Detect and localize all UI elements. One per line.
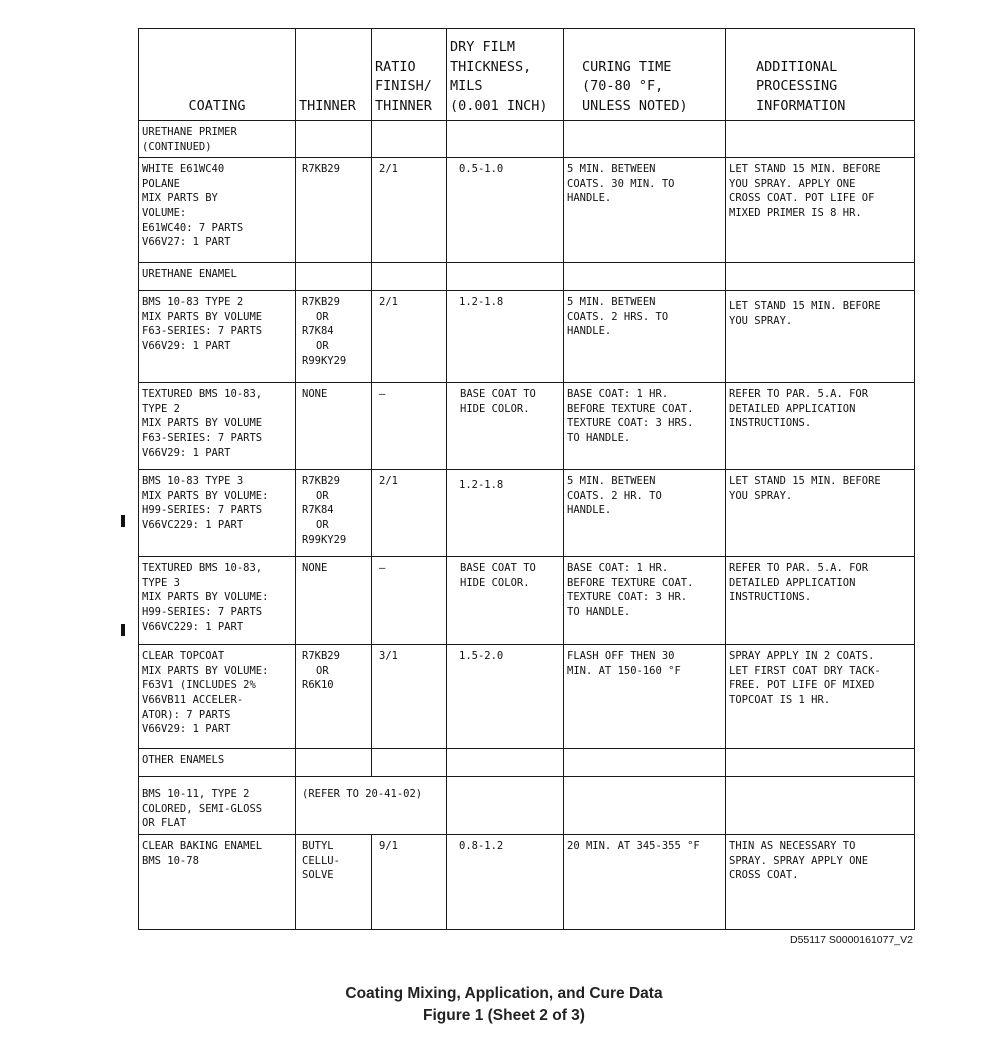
cell-empty: [296, 121, 372, 158]
cell-additional: REFER TO PAR. 5.A. FOR DETAILED APPLICATION INSTRUCTIONS.: [726, 383, 915, 470]
table-row: [139, 383, 915, 470]
cell-empty: [372, 749, 447, 777]
revision-bar: [121, 515, 125, 527]
table-row: [139, 777, 915, 835]
cell-empty: [447, 121, 564, 158]
table-row: [139, 834, 915, 929]
cell-dry-film: 0.5-1.0: [447, 158, 564, 263]
thinner-option: R7KB29: [302, 475, 340, 488]
header-additional-info: ADDITIONAL PROCESSING INFORMATION: [726, 29, 915, 121]
cell-curing: BASE COAT: 1 HR. BEFORE TEXTURE COAT. TEXTURE COAT: 3 HR. TO HANDLE.: [564, 557, 726, 645]
cell-empty: [296, 749, 372, 777]
thinner-option: R99KY29: [302, 533, 347, 546]
cell-dry-film: 1.2-1.8: [447, 291, 564, 383]
cell-ratio: —: [372, 383, 447, 470]
header-dry-film: DRY FILM THICKNESS, MILS (0.001 INCH): [447, 29, 564, 121]
cell-empty: [726, 121, 915, 158]
cell-curing: 5 MIN. BETWEEN COATS. 2 HR. TO HANDLE.: [564, 470, 726, 557]
cell-thinner: [296, 470, 372, 557]
cell-additional: LET STAND 15 MIN. BEFORE YOU SPRAY.: [726, 291, 915, 383]
figure-id: D55117 S0000161077_V2: [789, 934, 913, 946]
cell-coating: BMS 10-83 TYPE 3 MIX PARTS BY VOLUME: H99-SERIES: 7 PARTS V66VC229: 1 PART: [139, 470, 296, 557]
cell-empty: [564, 777, 726, 835]
table-row: [139, 158, 915, 263]
cell-dry-film: BASE COAT TO HIDE COLOR.: [447, 557, 564, 645]
cell-empty: [447, 777, 564, 835]
cell-additional: LET STAND 15 MIN. BEFORE YOU SPRAY. APPLY ONE CROSS COAT. POT LIFE OF MIXED PRIMER IS 8 HR.: [726, 158, 915, 263]
cell-ratio: 2/1: [372, 158, 447, 263]
cell-dry-film: 1.2-1.8: [447, 470, 564, 557]
cell-empty: [447, 263, 564, 291]
thinner-option: R7K84: [302, 325, 334, 338]
thinner-option: R7K84: [302, 504, 334, 517]
cell-coating: CLEAR BAKING ENAMEL BMS 10-78: [139, 834, 296, 929]
header-curing-time: CURING TIME (70-80 °F, UNLESS NOTED): [564, 29, 726, 121]
or-label: OR: [316, 518, 329, 531]
cell-coating: URETHANE ENAMEL: [139, 263, 296, 291]
figure-caption-title: Coating Mixing, Application, and Cure Data: [345, 985, 663, 1002]
cell-curing: 5 MIN. BETWEEN COATS. 30 MIN. TO HANDLE.: [564, 158, 726, 263]
cell-empty: [296, 263, 372, 291]
cell-thinner: NONE: [296, 557, 372, 645]
cell-ratio: 3/1: [372, 645, 447, 749]
header-thinner: THINNER: [296, 29, 372, 121]
cell-coating: BMS 10-83 TYPE 2 MIX PARTS BY VOLUME F63-SERIES: 7 PARTS V66V29: 1 PART: [139, 291, 296, 383]
revision-bar: [121, 624, 125, 636]
table-row: [139, 645, 915, 749]
thinner-option: R7KB29: [302, 650, 340, 663]
cell-empty: [447, 749, 564, 777]
table-row: [139, 749, 915, 777]
thinner-option: R6K10: [302, 679, 334, 692]
cell-empty: [372, 121, 447, 158]
coating-data-table: [138, 28, 915, 930]
figure-caption-sheet: Figure 1 (Sheet 2 of 3): [423, 1007, 585, 1024]
table-row: [139, 291, 915, 383]
cell-curing: 5 MIN. BETWEEN COATS. 2 HRS. TO HANDLE.: [564, 291, 726, 383]
cell-ratio: —: [372, 557, 447, 645]
cell-empty: [726, 777, 915, 835]
table-header-row: [139, 29, 915, 121]
cell-curing: FLASH OFF THEN 30 MIN. AT 150-160 °F: [564, 645, 726, 749]
cell-empty: [564, 749, 726, 777]
cell-thinner: R7KB29: [296, 158, 372, 263]
cell-coating: OTHER ENAMELS: [139, 749, 296, 777]
header-coating: COATING: [139, 29, 296, 121]
cell-dry-film: BASE COAT TO HIDE COLOR.: [447, 383, 564, 470]
cell-thinner: NONE: [296, 383, 372, 470]
cell-thinner: BUTYL CELLU- SOLVE: [296, 834, 372, 929]
cell-ratio: 2/1: [372, 291, 447, 383]
cell-additional: THIN AS NECESSARY TO SPRAY. SPRAY APPLY ONE CROSS COAT.: [726, 834, 915, 929]
cell-ratio: 9/1: [372, 834, 447, 929]
cell-additional: REFER TO PAR. 5.A. FOR DETAILED APPLICATION INSTRUCTIONS.: [726, 557, 915, 645]
cell-additional: SPRAY APPLY IN 2 COATS. LET FIRST COAT DRY TACK- FREE. POT LIFE OF MIXED TOPCOAT IS 1 HR.: [726, 645, 915, 749]
or-label: OR: [316, 489, 329, 502]
or-label: OR: [316, 339, 329, 352]
table-row: [139, 121, 915, 158]
or-label: OR: [316, 664, 329, 677]
cell-refer: (REFER TO 20-41-02): [296, 777, 447, 835]
or-label: OR: [316, 310, 329, 323]
cell-coating: CLEAR TOPCOAT MIX PARTS BY VOLUME: F63V1 (INCLUDES 2% V66VB11 ACCELER- ATOR): 7 PARTS V66V29: 1 PART: [139, 645, 296, 749]
cell-coating: URETHANE PRIMER (CONTINUED): [139, 121, 296, 158]
cell-empty: [726, 263, 915, 291]
table-row: [139, 263, 915, 291]
cell-curing: BASE COAT: 1 HR. BEFORE TEXTURE COAT. TEXTURE COAT: 3 HRS. TO HANDLE.: [564, 383, 726, 470]
cell-empty: [564, 263, 726, 291]
cell-dry-film: 1.5-2.0: [447, 645, 564, 749]
cell-coating: TEXTURED BMS 10-83, TYPE 3 MIX PARTS BY VOLUME: H99-SERIES: 7 PARTS V66VC229: 1 PART: [139, 557, 296, 645]
cell-thinner: [296, 291, 372, 383]
cell-thinner: [296, 645, 372, 749]
table-row: [139, 470, 915, 557]
table-row: [139, 557, 915, 645]
cell-ratio: 2/1: [372, 470, 447, 557]
cell-empty: [726, 749, 915, 777]
header-ratio: RATIO FINISH/ THINNER: [372, 29, 447, 121]
thinner-option: R99KY29: [302, 354, 347, 367]
thinner-option: R7KB29: [302, 296, 340, 309]
cell-coating: BMS 10-11, TYPE 2 COLORED, SEMI-GLOSS OR FLAT: [139, 777, 296, 835]
cell-dry-film: 0.8-1.2: [447, 834, 564, 929]
cell-additional: LET STAND 15 MIN. BEFORE YOU SPRAY.: [726, 470, 915, 557]
cell-empty: [564, 121, 726, 158]
cell-coating: WHITE E61WC40 POLANE MIX PARTS BY VOLUME: E61WC40: 7 PARTS V66V27: 1 PART: [139, 158, 296, 263]
cell-curing: 20 MIN. AT 345-355 °F: [564, 834, 726, 929]
cell-empty: [372, 263, 447, 291]
cell-coating: TEXTURED BMS 10-83, TYPE 2 MIX PARTS BY VOLUME F63-SERIES: 7 PARTS V66V29: 1 PART: [139, 383, 296, 470]
